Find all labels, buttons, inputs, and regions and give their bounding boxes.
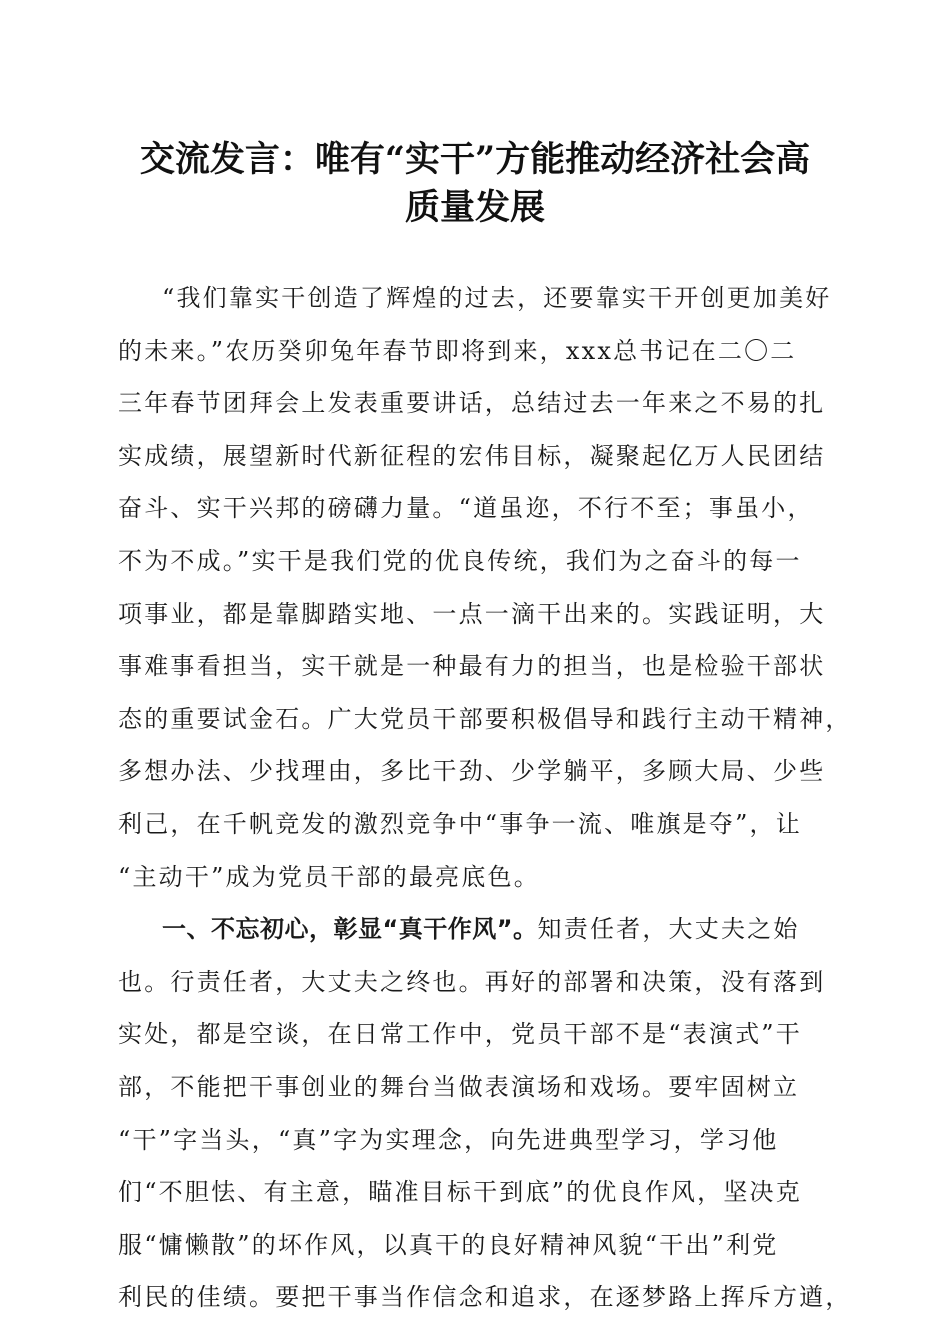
text-line: 实处，都是空谈，在日常工作中，党员干部不是“表演式”干 xyxy=(118,1020,802,1049)
paragraph-intro xyxy=(118,272,852,903)
paragraph-section-one xyxy=(118,903,852,1324)
section-first-line-rest: 知责任者，大丈夫之始 xyxy=(537,915,800,944)
text-line: “主动干”成为党员干部的最亮底色。 xyxy=(118,862,540,891)
text-line: 也。行责任者，大丈夫之终也。再好的部署和决策，没有落到 xyxy=(118,967,826,996)
text-line: 事难事看担当，实干就是一种最有力的担当，也是检验干部状 xyxy=(118,652,826,681)
section-heading: 一、不忘初心，彰显“真干作风”。 xyxy=(162,915,538,944)
title-line-2: 质量发展 xyxy=(404,187,545,228)
text-line: 多想办法、少找理由，多比干劲、少学躺平，多顾大局、少些 xyxy=(118,757,826,786)
text-line: 利己，在千帆竞发的激烈竞争中“事争一流、唯旗是夺”，让 xyxy=(118,809,802,838)
text-line: 三年春节团拜会上发表重要讲话，总结过去一年来之不易的扎 xyxy=(118,389,826,418)
text-line: 奋斗、实干兴邦的磅礴力量。“道虽迩，不行不至；事虽小， xyxy=(118,494,814,523)
document-title xyxy=(110,136,840,232)
section-first-line xyxy=(118,903,834,956)
text-line: “我们靠实干创造了辉煌的过去，还要靠实干开创更加美好 xyxy=(162,284,832,312)
text-line: 利民的佳绩。要把干事当作信念和追求，在逐梦路上挥斥方遒， xyxy=(118,1283,852,1312)
title-line-1: 交流发言：唯有“实干”方能推动经济社会高 xyxy=(139,139,811,180)
text-line: 态的重要试金石。广大党员干部要积极倡导和践行主动干精神， xyxy=(118,704,852,733)
text-line: 们“不胆怯、有主意，瞄准目标干到底”的优良作风，坚决克 xyxy=(118,1178,802,1207)
text-line: 的未来。”农历癸卯兔年春节即将到来，xxx总书记在二〇二 xyxy=(118,336,797,365)
text-line: “干”字当头，“真”字为实理念，向先进典型学习，学习他 xyxy=(118,1125,779,1154)
text-line: 服“慵懒散”的坏作风，以真干的良好精神风貌“干出”利党 xyxy=(118,1230,779,1259)
text-line: 实成绩，展望新时代新征程的宏伟目标，凝聚起亿万人民团结 xyxy=(118,441,826,470)
document-body xyxy=(118,272,852,1324)
text-line: 项事业，都是靠脚踏实地、一点一滴干出来的。实践证明，大 xyxy=(118,599,826,628)
text-line: 不为不成。”实干是我们党的优良传统，我们为之奋斗的每一 xyxy=(118,546,802,575)
text-line: 部，不能把干事创业的舞台当做表演场和戏场。要牢固树立 xyxy=(118,1072,800,1101)
